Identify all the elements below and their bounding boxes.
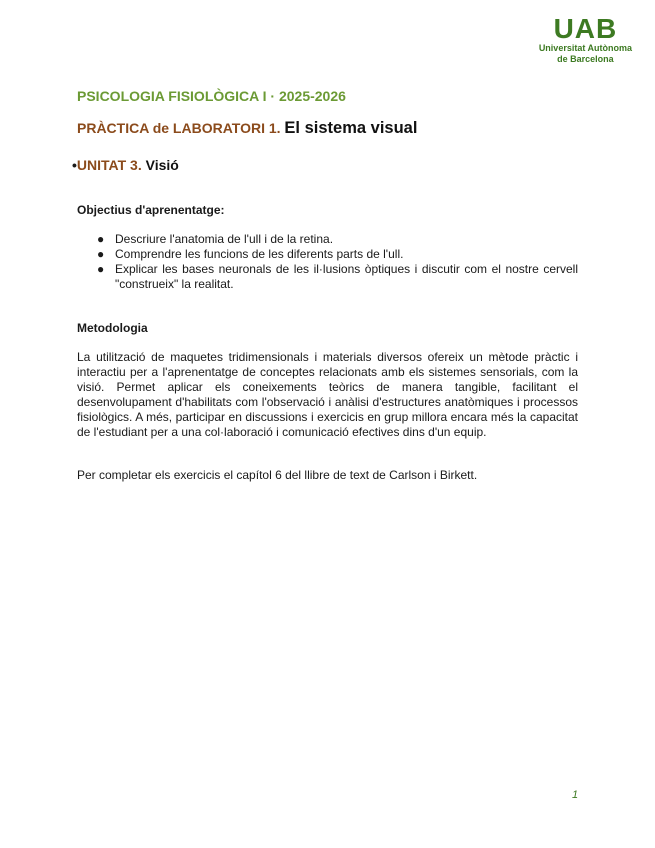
objective-text: Explicar les bases neuronals de les il·lusions òptiques i discutir com el nostre cervell "construeix" la realitat. xyxy=(115,262,578,291)
list-item xyxy=(97,262,578,292)
objectives-list xyxy=(97,232,578,292)
objective-text: Descriure l'anatomia de l'ull i de la retina. xyxy=(115,232,334,246)
list-item xyxy=(97,247,578,262)
bullet-icon: ● xyxy=(97,232,105,246)
uab-logo xyxy=(539,14,632,65)
page-number: 1 xyxy=(572,789,579,801)
textbook-note: Per completar els exercicis el capítol 6 del llibre de text de Carlson i Birkett. xyxy=(77,468,478,482)
practice-prefix: PRÀCTICA de LABORATORI 1. xyxy=(77,120,281,136)
methodology-paragraph: La utilització de maquetes tridimensionals i materials diversos ofereix un mètode pràctic i interactiu per a l'aprenentatge de conceptes relacionats amb els sistemes sensorials, com la visió. Permet aplicar els coneixements teòrics de manera tangible, facilitant el desenvolupament d'habilitats com l'observació i anàlisi d'estructures anatòmiques i processos fisiològics. A més, participar en discussions i exercicis en grup millora encara més la capacitat de l'estudiant per a una col·laboració i comunicació efectives dins d'un equip. xyxy=(77,350,578,439)
practice-title: El sistema visual xyxy=(284,119,418,137)
logo-line-2: de Barcelona xyxy=(557,54,614,64)
bullet-icon: ● xyxy=(97,262,105,276)
unit-bullet: • xyxy=(72,157,77,173)
bullet-icon: ● xyxy=(97,247,105,261)
methodology-heading: Metodologia xyxy=(77,321,148,335)
unit-title: Visió xyxy=(145,157,179,173)
unit-prefix: UNITAT 3. xyxy=(76,157,142,173)
objectives-heading: Objectius d'aprenentatge: xyxy=(77,203,225,217)
practice-heading xyxy=(77,119,417,138)
objective-text: Comprendre les funcions de les diferents parts de l'ull. xyxy=(115,247,404,261)
list-item xyxy=(97,232,578,247)
course-title: PSICOLOGIA FISIOLÒGICA I · 2025-2026 xyxy=(77,88,346,104)
unit-heading xyxy=(72,157,179,173)
logo-line-1: Universitat Autònoma xyxy=(538,43,632,53)
logo-mark: UAB xyxy=(553,13,618,44)
